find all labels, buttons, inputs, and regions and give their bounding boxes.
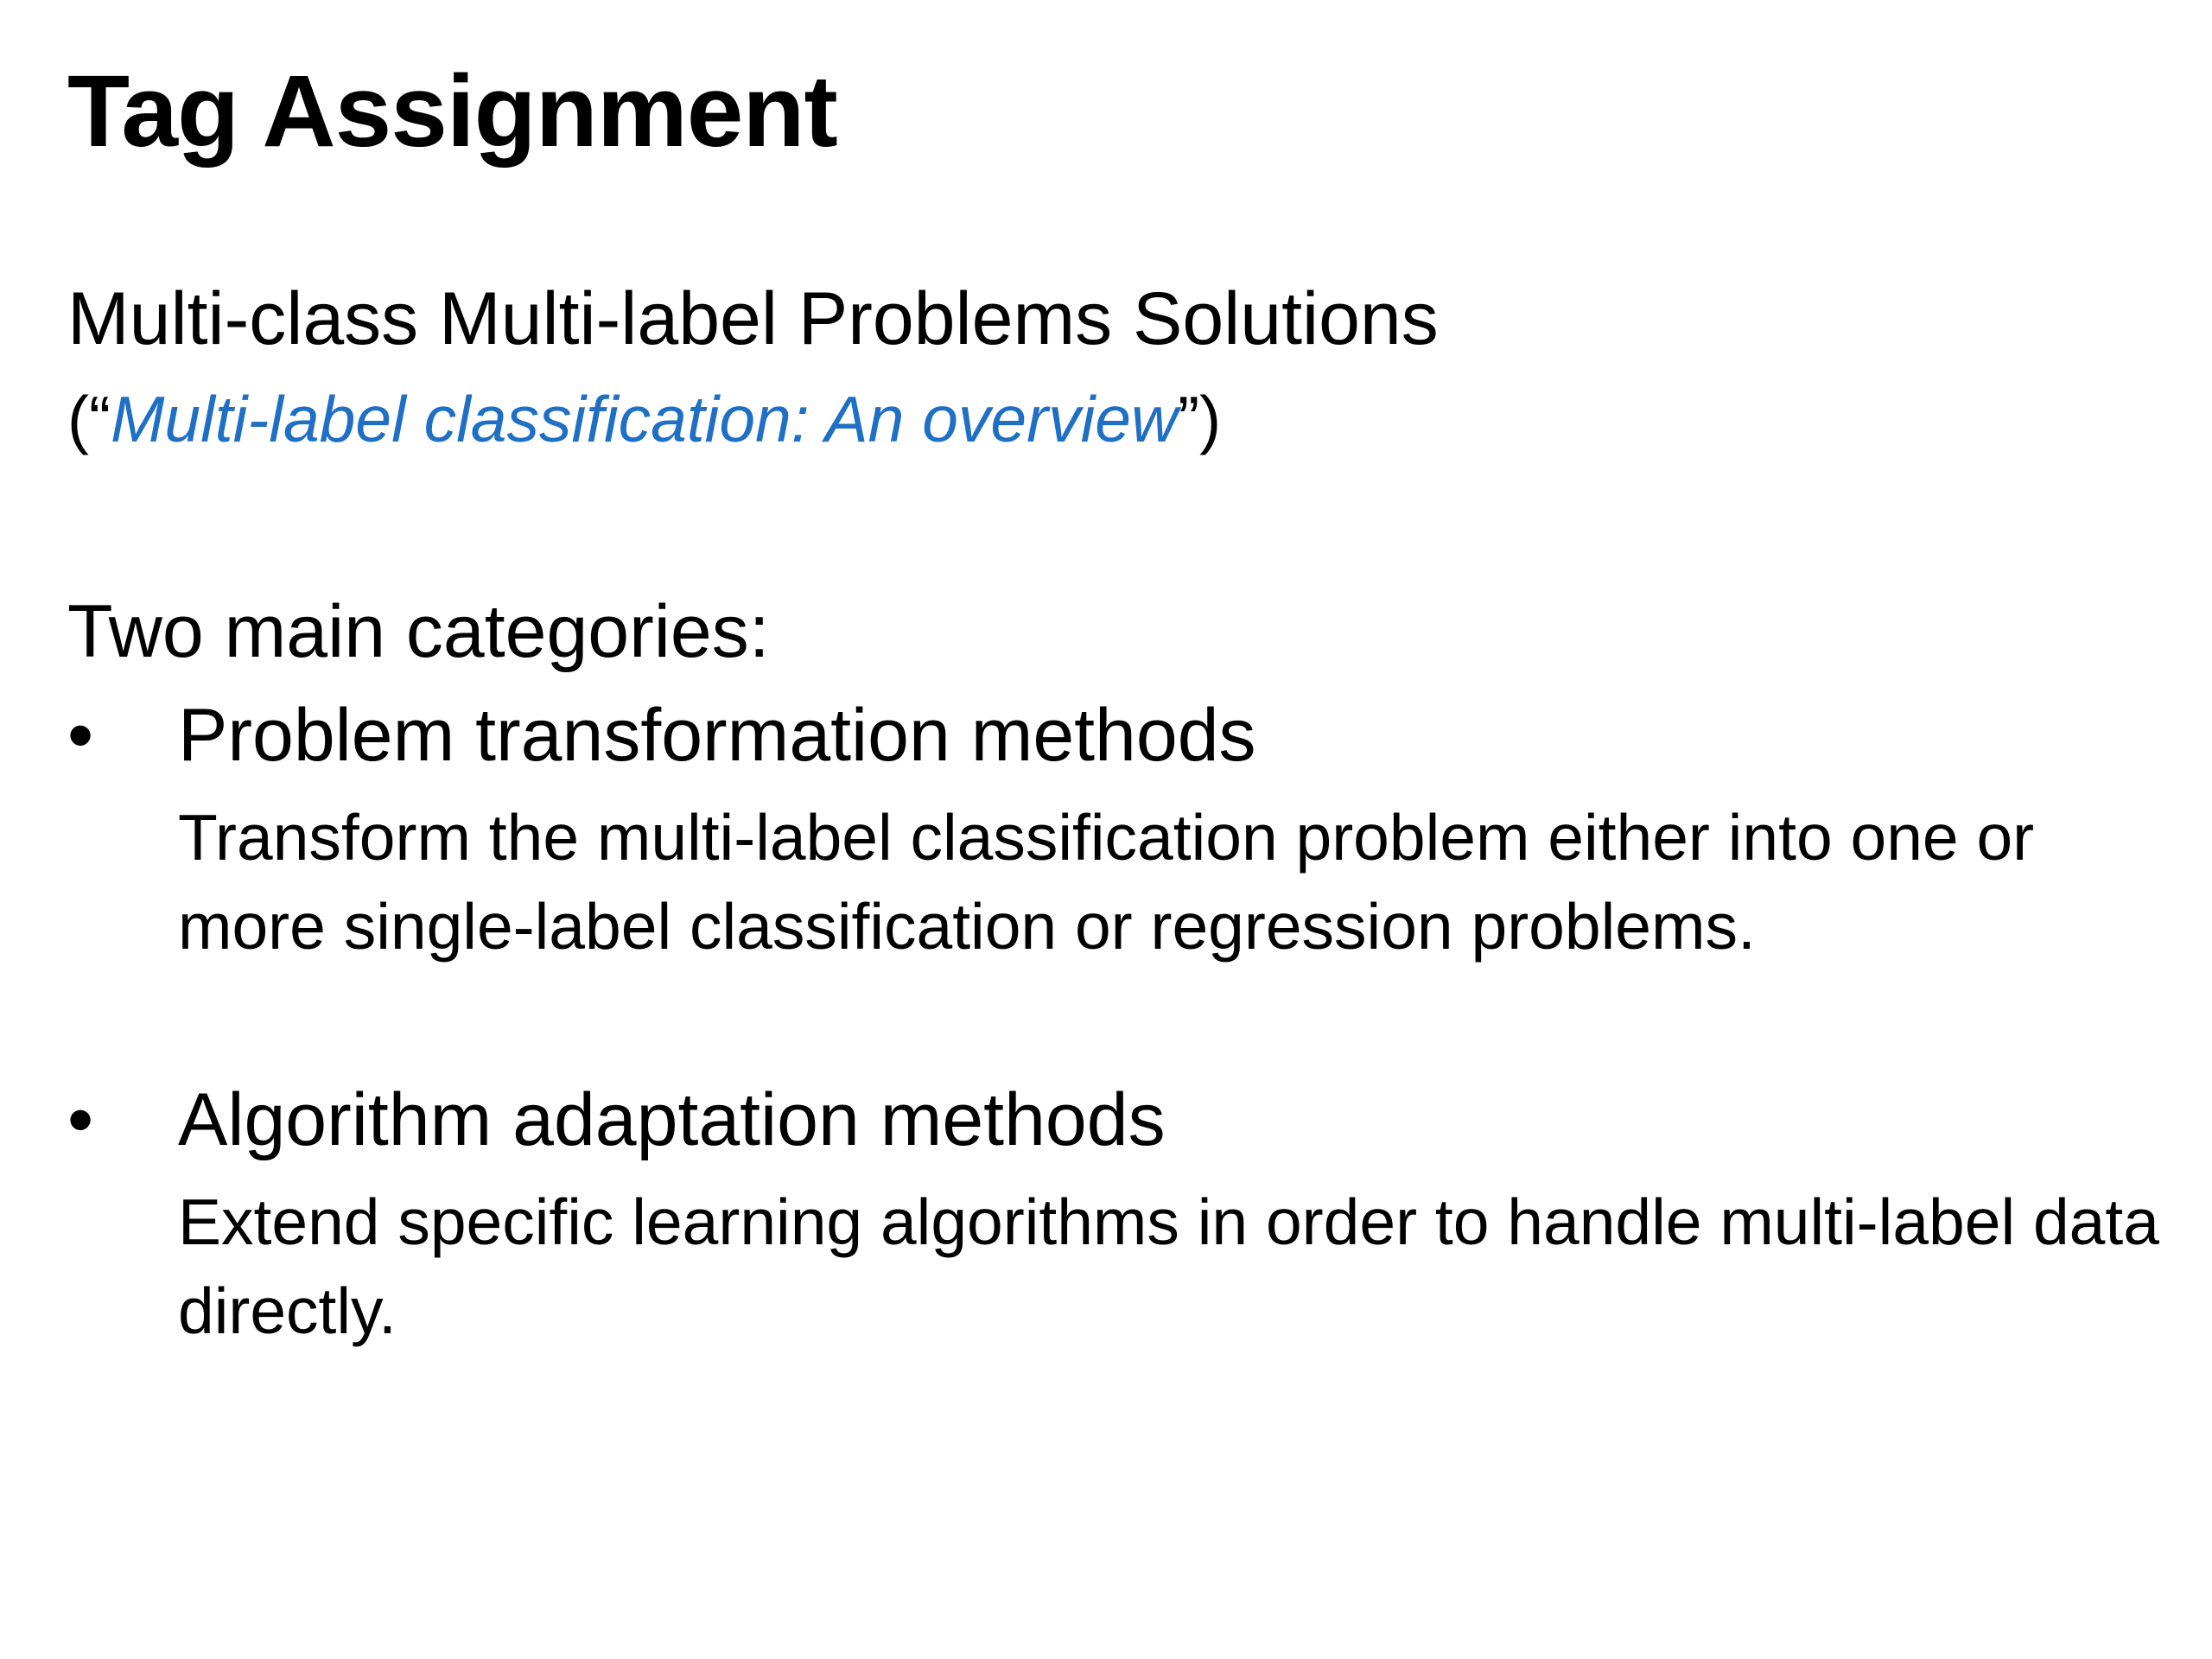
bullet-heading: Problem transformation methods (178, 694, 1256, 777)
reference-link[interactable]: Multi-label classification: An overview (110, 383, 1179, 455)
categories-intro: Two main categories: (67, 590, 770, 673)
bullet-icon: • (67, 694, 94, 777)
reference-line (67, 380, 1221, 458)
reference-close-paren: ”) (1178, 383, 1222, 455)
bullet-description: Extend specific learning algorithms in order to handle multi-label data directly. (178, 1185, 2159, 1347)
bullet-description: Transform the multi-label classification problem either into one or more single-label classification or regression problems. (178, 801, 2035, 963)
reference-open-paren: (“ (67, 383, 111, 455)
bullet-icon: • (67, 1078, 94, 1161)
bullet-heading: Algorithm adaptation methods (178, 1078, 1166, 1161)
slide-subtitle: Multi-class Multi-label Problems Solutions (67, 277, 1439, 360)
slide-title: Tag Assignment (67, 54, 837, 168)
